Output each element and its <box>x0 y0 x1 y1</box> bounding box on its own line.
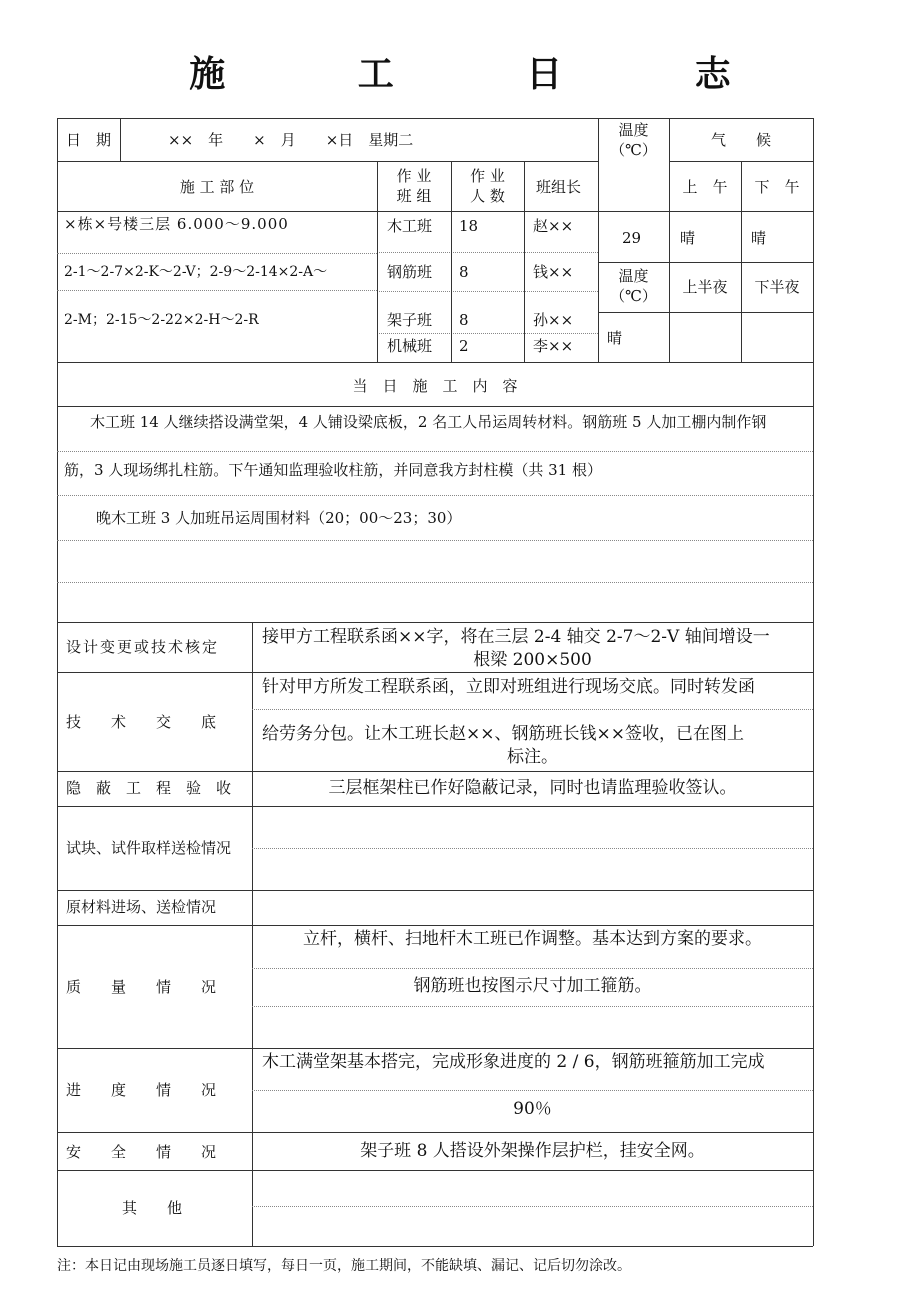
design-change-label: 设计变更或技术核定 <box>66 638 220 656</box>
content-line: 木工班 14 人继续搭设满堂架，4 人铺设梁底板，2 名工人吊运周转材料。钢筋班 5 人加工棚内制作钢 <box>90 413 767 431</box>
hidden-works-line: 三层框架柱已作好隐蔽记录，同时也请监理验收签认。 <box>328 778 737 798</box>
design-change-line: 接甲方工程联系函××字，将在三层 2-4 轴交 2-7～2-V 轴间增设一 <box>262 627 770 647</box>
night-temperature-label: 温度 （℃） <box>610 267 657 305</box>
quality-line: 钢筋班也按图示尺寸加工箍筋。 <box>413 976 652 996</box>
morning-weather: 晴 <box>680 229 696 247</box>
morning-header: 上 午 <box>682 178 728 196</box>
crew-leader: 钱×× <box>533 263 574 281</box>
progress-line: 90％ <box>513 1099 552 1119</box>
tech-briefing-label: 技 术 交 底 <box>66 713 217 731</box>
progress-line: 木工满堂架基本搭完，完成形象进度的 2 / 6，钢筋班箍筋加工完成 <box>262 1052 765 1072</box>
weather-label: 气 候 <box>710 131 771 149</box>
part-line: 2-M；2-15～2-22×2-H～2-R <box>64 312 259 328</box>
table-left-border <box>57 118 58 1246</box>
date-value: ×× 年 × 月 ×日 星期二 <box>168 131 414 149</box>
count-header: 作 业 人 数 <box>470 167 505 205</box>
team-header: 作 业 班 组 <box>396 167 432 205</box>
crew-count: 2 <box>459 337 469 355</box>
crew-leader: 孙×× <box>533 311 574 329</box>
crew-leader: 李×× <box>533 337 574 355</box>
part-line: 2-1～2-7×2-K～2-V；2-9～2-14×2-A～ <box>64 264 328 280</box>
other-label: 其 他 <box>122 1199 183 1217</box>
design-change-line: 根梁 200×500 <box>473 650 592 670</box>
day-temperature: 29 <box>622 229 642 247</box>
crew-leader: 赵×× <box>533 217 574 235</box>
tech-briefing-line: 针对甲方所发工程联系函，立即对班组进行现场交底。同时转发函 <box>262 677 755 697</box>
leader-header: 班组长 <box>536 178 582 196</box>
crew-count: 8 <box>459 311 469 329</box>
crew-team: 机械班 <box>387 337 433 355</box>
second-half-night-label: 下半夜 <box>754 278 800 296</box>
afternoon-weather: 晴 <box>751 229 767 247</box>
table-right-border <box>813 118 814 1246</box>
quality-line: 立杆，横杆、扫地杆木工班已作调整。基本达到方案的要求。 <box>303 929 762 949</box>
part-line: ×栋×号楼三层 6.000～9.000 <box>64 215 289 233</box>
night-weather: 晴 <box>607 329 623 347</box>
quality-label: 质 量 情 况 <box>66 978 217 996</box>
content-line: 晚木工班 3 人加班吊运周围材料（20；00～23；30） <box>96 509 462 527</box>
footnote: 注：本日记由现场施工员逐日填写，每日一页，施工期间，不能缺填、漏记、记后切勿涂改。 <box>57 1258 631 1274</box>
table-bottom-border <box>57 1246 813 1247</box>
first-half-night-label: 上半夜 <box>682 278 728 296</box>
material-inspection-label: 原材料进场、送检情况 <box>66 898 217 916</box>
crew-team: 架子班 <box>387 311 433 329</box>
safety-line: 架子班 8 人搭设外架操作层护栏，挂安全网。 <box>360 1141 705 1161</box>
daily-content-heading: 当 日 施 工 内 容 <box>352 377 518 395</box>
crew-team: 木工班 <box>387 217 433 235</box>
content-line: 筋，3 人现场绑扎柱筋。下午通知监理验收柱筋，并同意我方封柱模（共 31 根） <box>64 461 602 479</box>
crew-team: 钢筋班 <box>387 263 433 281</box>
crew-count: 8 <box>459 263 469 281</box>
table-top-border <box>57 118 813 119</box>
page-title: 施 工 日 志 <box>189 54 791 95</box>
tech-briefing-line: 给劳务分包。让木工班长赵××、钢筋班长钱××签收，已在图上 <box>262 724 744 744</box>
date-label: 日 期 <box>66 131 112 149</box>
sample-inspection-label: 试块、试件取样送检情况 <box>66 839 232 857</box>
tech-briefing-line: 标注。 <box>507 747 558 767</box>
hidden-works-label: 隐 蔽 工 程 验 收 <box>66 779 232 797</box>
construction-part-header: 施 工 部 位 <box>179 178 255 196</box>
progress-label: 进 度 情 况 <box>66 1081 217 1099</box>
crew-count: 18 <box>459 217 479 235</box>
safety-label: 安 全 情 况 <box>66 1143 217 1161</box>
temperature-label: 温度 （℃） <box>610 121 657 159</box>
afternoon-header: 下 午 <box>754 178 800 196</box>
